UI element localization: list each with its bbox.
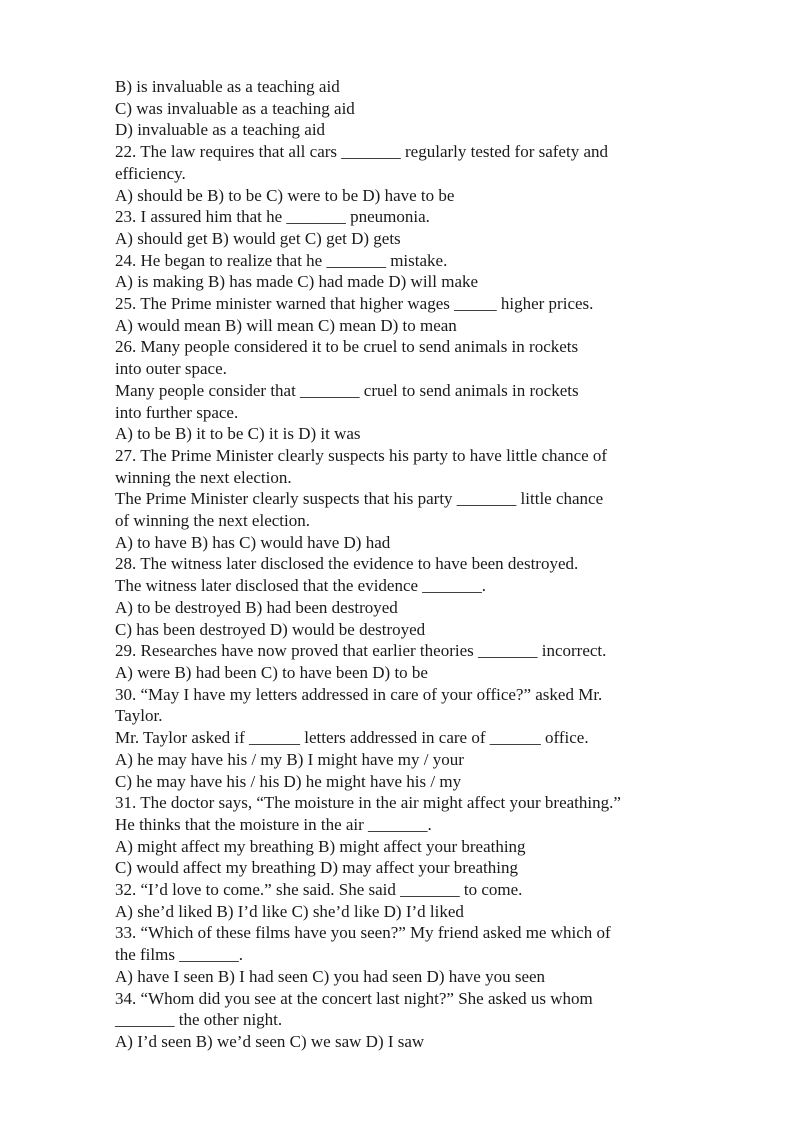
options-34: A) I’d seen B) we’d seen C) we saw D) I saw bbox=[115, 1031, 425, 1051]
text-line: into outer space. bbox=[115, 359, 227, 379]
question-30: 30. “May I have my letters addressed in care of your office?” asked Mr. bbox=[115, 684, 603, 704]
text-line: into further space. bbox=[115, 402, 239, 422]
options-26: A) to be B) it to be C) it is D) it was bbox=[115, 424, 361, 444]
text-line: the films _______. bbox=[115, 945, 243, 965]
question-27: 27. The Prime Minister clearly suspects his party to have little chance of bbox=[115, 445, 608, 465]
options-29: A) were B) had been C) to have been D) to be bbox=[115, 662, 428, 682]
text-line: The witness later disclosed that the evidence _______. bbox=[115, 576, 487, 596]
options-30: C) he may have his / his D) he might have his / my bbox=[115, 771, 462, 791]
question-31: 31. The doctor says, “The moisture in the air might affect your breathing.” bbox=[115, 793, 621, 813]
options-23: A) should get B) would get C) get D) gets bbox=[115, 228, 401, 248]
question-28: 28. The witness later disclosed the evidence to have been destroyed. bbox=[115, 554, 579, 574]
text-line: Mr. Taylor asked if ______ letters addressed in care of ______ office. bbox=[115, 728, 589, 748]
question-22: 22. The law requires that all cars _______ regularly tested for safety and bbox=[115, 142, 608, 162]
text-line: The Prime Minister clearly suspects that his party _______ little chance bbox=[115, 489, 604, 509]
text-line: _______ the other night. bbox=[115, 1010, 283, 1030]
text-line: C) was invaluable as a teaching aid bbox=[115, 98, 355, 118]
question-32: 32. “I’d love to come.” she said. She said _______ to come. bbox=[115, 880, 523, 900]
question-23: 23. I assured him that he _______ pneumonia. bbox=[115, 207, 430, 227]
question-29: 29. Researches have now proved that earlier theories _______ incorrect. bbox=[115, 641, 607, 661]
question-24: 24. He began to realize that he _______ mistake. bbox=[115, 250, 448, 270]
options-32: A) she’d liked B) I’d like C) she’d like D) I’d liked bbox=[115, 901, 464, 921]
question-26: 26. Many people considered it to be cruel to send animals in rockets bbox=[115, 337, 579, 357]
options-31: C) would affect my breathing D) may affect your breathing bbox=[115, 858, 518, 878]
text-line: of winning the next election. bbox=[115, 511, 310, 531]
text-line: winning the next election. bbox=[115, 467, 292, 487]
options-28: A) to be destroyed B) had been destroyed bbox=[115, 597, 398, 617]
options-28: C) has been destroyed D) would be destroyed bbox=[115, 619, 426, 639]
question-34: 34. “Whom did you see at the concert last night?” She asked us whom bbox=[115, 988, 593, 1008]
options-27: A) to have B) has C) would have D) had bbox=[115, 532, 391, 552]
options-31: A) might affect my breathing B) might affect your breathing bbox=[115, 836, 526, 856]
text-line: Many people consider that _______ cruel to send animals in rockets bbox=[115, 380, 579, 400]
options-25: A) would mean B) will mean C) mean D) to mean bbox=[115, 315, 457, 335]
text-line: efficiency. bbox=[115, 163, 186, 183]
text-line: B) is invaluable as a teaching aid bbox=[115, 77, 340, 96]
text-line: Taylor. bbox=[115, 706, 163, 726]
text-line: He thinks that the moisture in the air _______. bbox=[115, 814, 432, 834]
question-33: 33. “Which of these films have you seen?” My friend asked me which of bbox=[115, 923, 611, 943]
question-25: 25. The Prime minister warned that higher wages _____ higher prices. bbox=[115, 294, 594, 314]
text-line: D) invaluable as a teaching aid bbox=[115, 120, 326, 140]
document-page bbox=[115, 76, 715, 1053]
options-30: A) he may have his / my B) I might have my / your bbox=[115, 749, 464, 769]
options-33: A) have I seen B) I had seen C) you had seen D) have you seen bbox=[115, 966, 546, 986]
options-22: A) should be B) to be C) were to be D) have to be bbox=[115, 185, 455, 205]
options-24: A) is making B) has made C) had made D) will make bbox=[115, 272, 479, 292]
